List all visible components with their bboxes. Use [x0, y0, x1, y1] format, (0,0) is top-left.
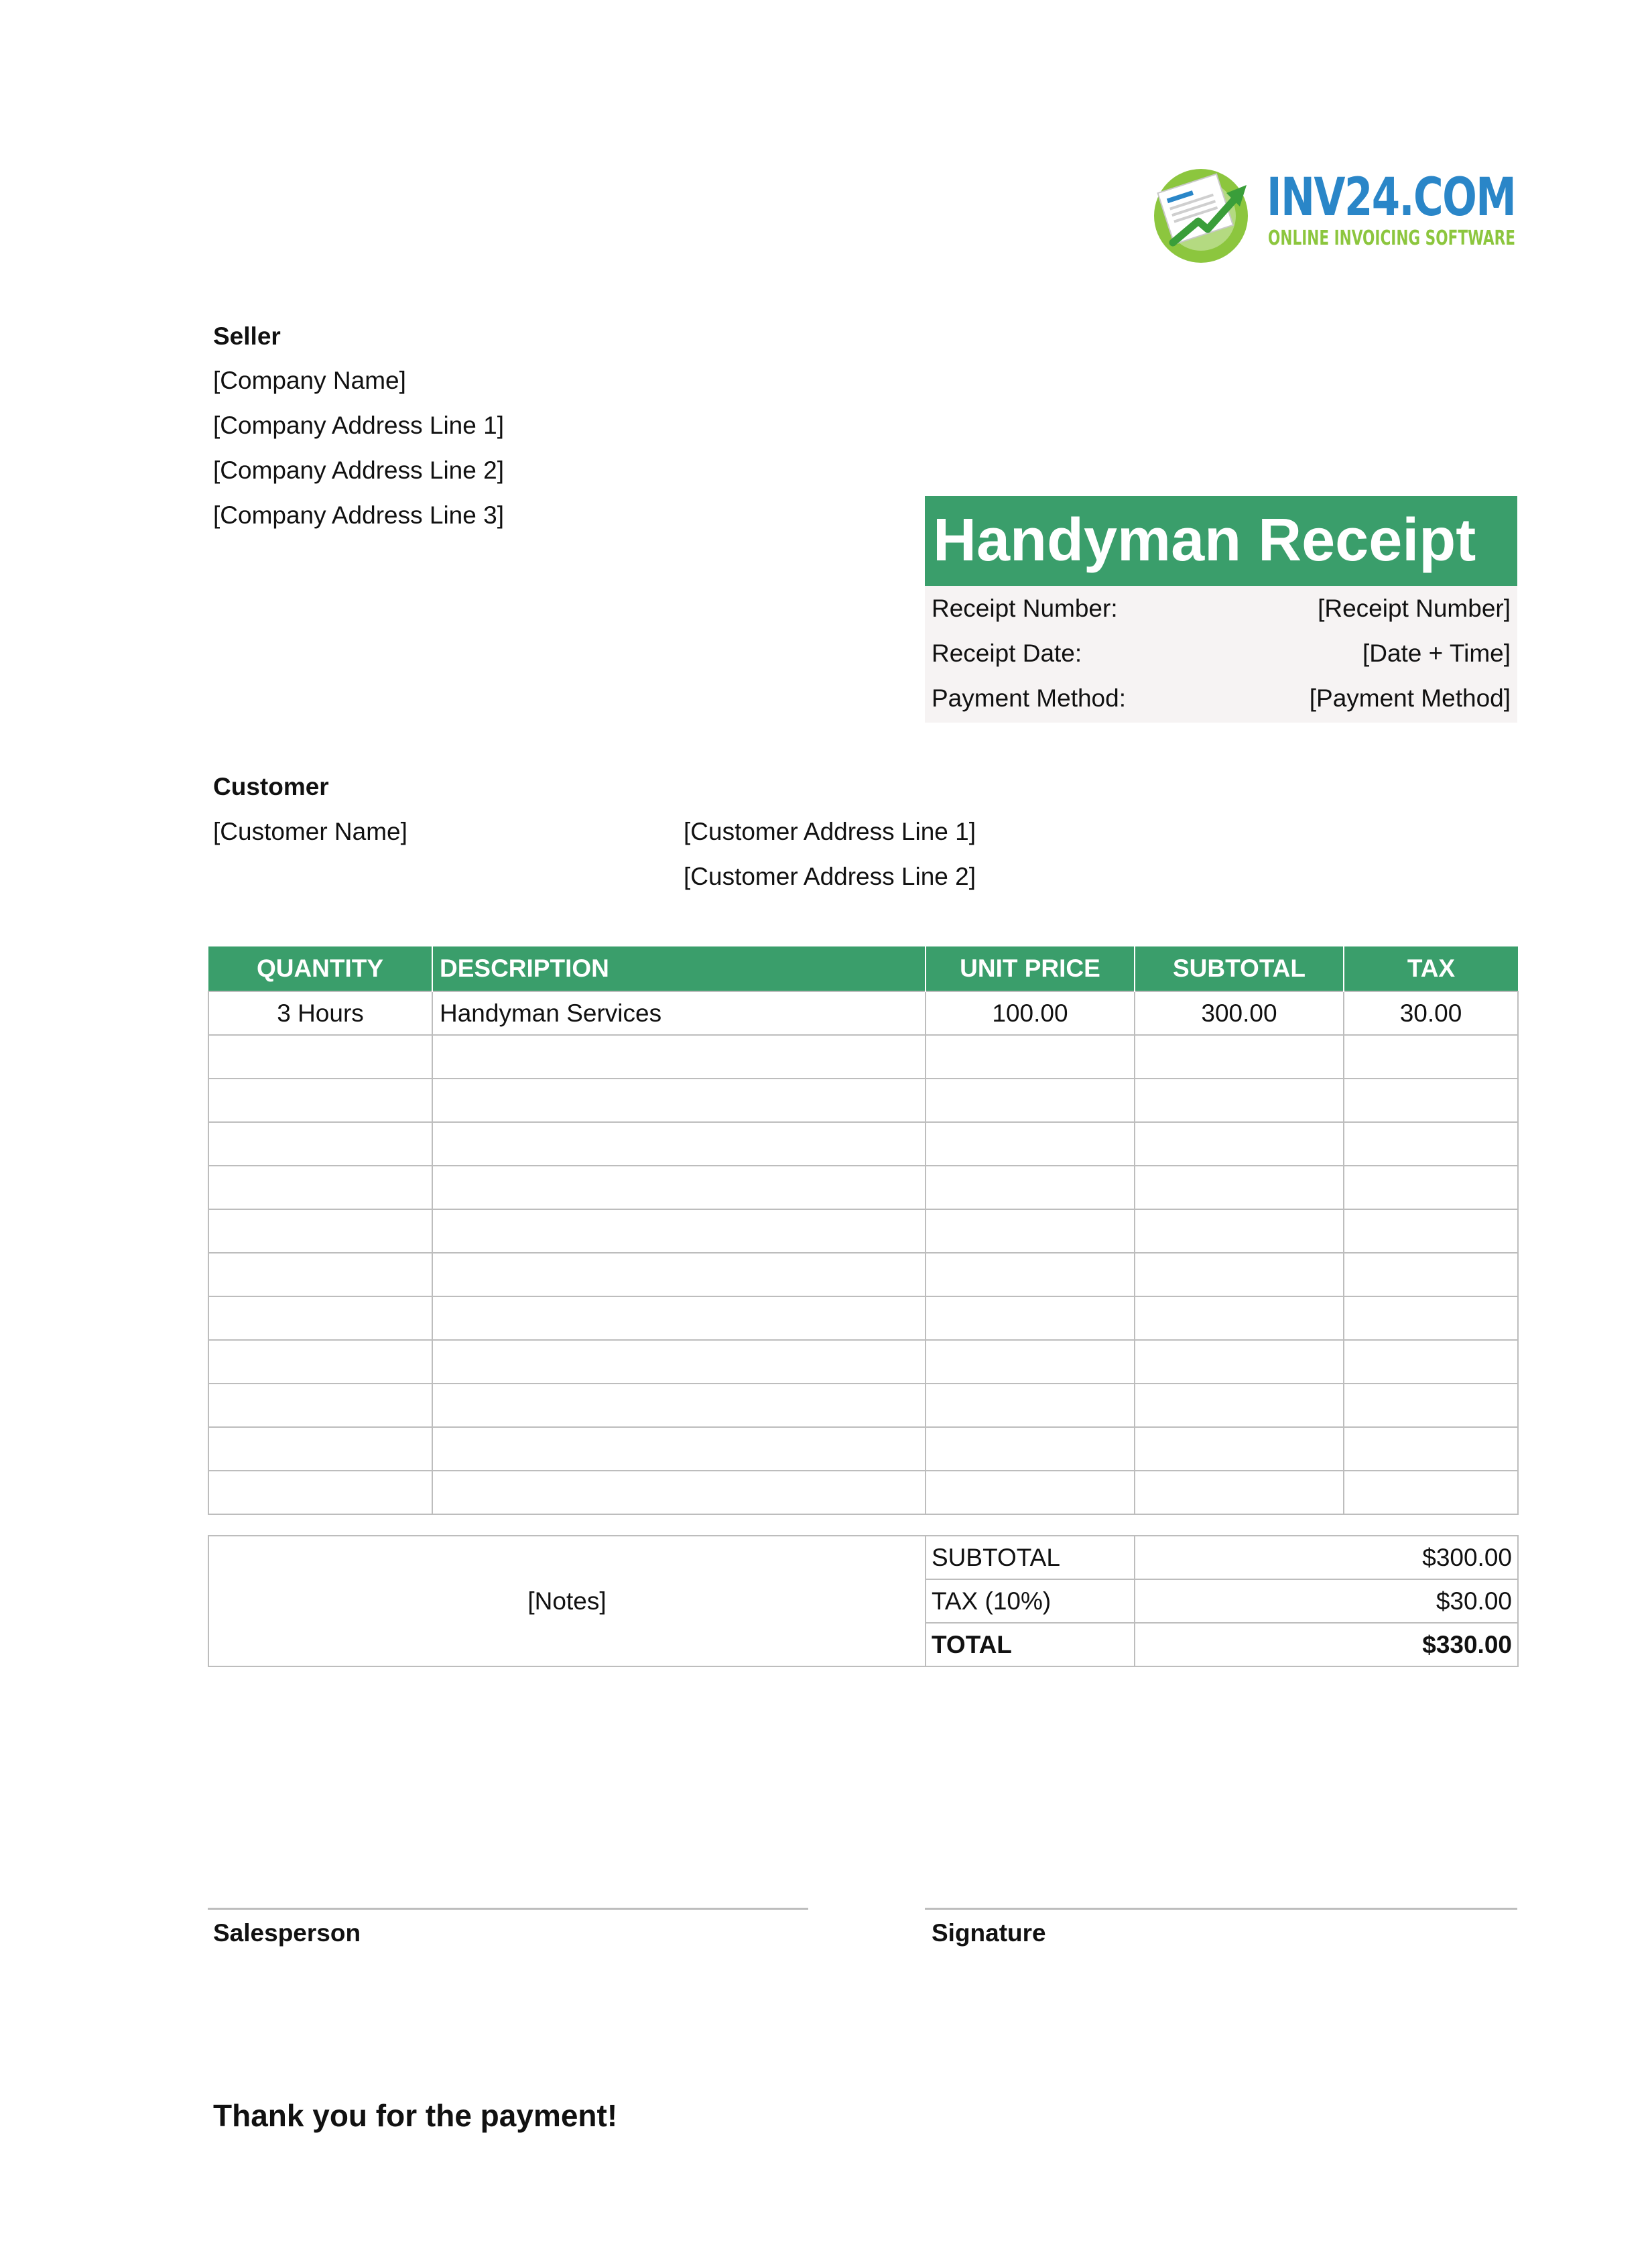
total-label: TOTAL — [926, 1623, 1135, 1666]
cell-subtotal — [1135, 1296, 1344, 1340]
receipt-title: Handyman Receipt — [933, 507, 1476, 574]
cell-unit-price — [926, 1427, 1135, 1471]
seller-company-name: [Company Name] — [213, 367, 406, 394]
salesperson-signature-line — [208, 1908, 808, 1910]
signature-label: Signature — [932, 1919, 1046, 1947]
cell-subtotal — [1135, 1340, 1344, 1384]
cell-subtotal — [1135, 1253, 1344, 1296]
cell-subtotal — [1135, 1122, 1344, 1166]
cell-subtotal — [1135, 1166, 1344, 1209]
cell-subtotal: 300.00 — [1135, 991, 1344, 1035]
table-row — [208, 1122, 1518, 1166]
table-row — [208, 1253, 1518, 1296]
table-row — [208, 991, 1518, 1035]
cell-description — [432, 1340, 926, 1384]
customer-heading: Customer — [213, 773, 329, 800]
customer-name: [Customer Name] — [213, 818, 407, 845]
cell-description — [432, 1079, 926, 1122]
total-value: $330.00 — [1135, 1623, 1518, 1666]
customer-address-line-2: [Customer Address Line 2] — [684, 863, 976, 890]
payment-method-label: Payment Method: — [932, 684, 1126, 712]
cell-subtotal — [1135, 1471, 1344, 1514]
table-row — [208, 1079, 1518, 1122]
seller-address-line-2: [Company Address Line 2] — [213, 456, 504, 484]
cell-subtotal — [1135, 1384, 1344, 1427]
seller-address-line-3: [Company Address Line 3] — [213, 501, 504, 529]
inv24-logo — [1146, 156, 1516, 269]
cell-tax — [1344, 1079, 1518, 1122]
cell-tax — [1344, 1340, 1518, 1384]
table-row — [208, 1340, 1518, 1384]
table-row — [208, 1209, 1518, 1253]
cell-unit-price — [926, 1340, 1135, 1384]
thank-you-message: Thank you for the payment! — [213, 2098, 618, 2133]
cell-quantity: 3 Hours — [208, 991, 432, 1035]
cell-quantity — [208, 1427, 432, 1471]
col-header-unit-price: UNIT PRICE — [926, 946, 1135, 991]
seller-heading: Seller — [213, 322, 281, 350]
receipt-number-label: Receipt Number: — [932, 595, 1118, 622]
cell-description — [432, 1122, 926, 1166]
cell-tax — [1344, 1035, 1518, 1079]
cell-tax: 30.00 — [1344, 991, 1518, 1035]
receipt-number-row — [925, 586, 1517, 630]
cell-unit-price — [926, 1035, 1135, 1079]
notes-cell: [Notes] — [208, 1536, 926, 1666]
cell-description — [432, 1166, 926, 1209]
cell-unit-price: 100.00 — [926, 991, 1135, 1035]
receipt-date-label: Receipt Date: — [932, 639, 1082, 667]
cell-unit-price — [926, 1166, 1135, 1209]
cell-tax — [1344, 1166, 1518, 1209]
subtotal-label: SUBTOTAL — [926, 1536, 1135, 1579]
cell-unit-price — [926, 1296, 1135, 1340]
cell-subtotal — [1135, 1035, 1344, 1079]
receipt-date-value: [Date + Time] — [1362, 639, 1511, 667]
cell-quantity — [208, 1296, 432, 1340]
receipt-meta — [925, 586, 1517, 723]
cell-quantity — [208, 1035, 432, 1079]
cell-quantity — [208, 1166, 432, 1209]
cell-tax — [1344, 1427, 1518, 1471]
cell-tax — [1344, 1384, 1518, 1427]
items-table — [208, 946, 1519, 1515]
logo-emblem-icon — [1146, 156, 1260, 269]
cell-description — [432, 1384, 926, 1427]
cell-tax — [1344, 1253, 1518, 1296]
table-row — [208, 1384, 1518, 1427]
payment-method-value: [Payment Method] — [1309, 684, 1511, 712]
tax-label: TAX (10%) — [926, 1579, 1135, 1623]
cell-unit-price — [926, 1122, 1135, 1166]
table-row — [208, 1166, 1518, 1209]
cell-description — [432, 1209, 926, 1253]
logo-tagline: ONLINE INVOICING SOFTWARE — [1268, 227, 1516, 250]
col-header-tax: TAX — [1344, 946, 1518, 991]
cell-description — [432, 1427, 926, 1471]
items-header-row — [208, 946, 1518, 991]
cell-subtotal — [1135, 1427, 1344, 1471]
cell-unit-price — [926, 1209, 1135, 1253]
table-row — [208, 1471, 1518, 1514]
signature-line — [925, 1908, 1517, 1910]
cell-quantity — [208, 1384, 432, 1427]
cell-description: Handyman Services — [432, 991, 926, 1035]
cell-quantity — [208, 1079, 432, 1122]
table-row — [208, 1427, 1518, 1471]
subtotal-row — [208, 1536, 1518, 1579]
logo-brand: INV24.COM — [1267, 168, 1516, 228]
cell-description — [432, 1035, 926, 1079]
cell-unit-price — [926, 1471, 1135, 1514]
cell-description — [432, 1296, 926, 1340]
seller-address-line-1: [Company Address Line 1] — [213, 412, 504, 439]
cell-description — [432, 1253, 926, 1296]
cell-unit-price — [926, 1384, 1135, 1427]
col-header-quantity: QUANTITY — [208, 946, 432, 991]
cell-description — [432, 1471, 926, 1514]
customer-address-line-1: [Customer Address Line 1] — [684, 818, 976, 845]
cell-tax — [1344, 1296, 1518, 1340]
table-row — [208, 1296, 1518, 1340]
cell-tax — [1344, 1209, 1518, 1253]
cell-quantity — [208, 1122, 432, 1166]
cell-unit-price — [926, 1079, 1135, 1122]
cell-quantity — [208, 1253, 432, 1296]
cell-tax — [1344, 1122, 1518, 1166]
totals-table — [208, 1535, 1519, 1667]
salesperson-label: Salesperson — [213, 1919, 361, 1947]
cell-quantity — [208, 1471, 432, 1514]
cell-unit-price — [926, 1253, 1135, 1296]
tax-value: $30.00 — [1135, 1579, 1518, 1623]
cell-tax — [1344, 1471, 1518, 1514]
col-header-subtotal: SUBTOTAL — [1135, 946, 1344, 991]
payment-method-row — [925, 676, 1517, 720]
table-row — [208, 1035, 1518, 1079]
col-header-description: DESCRIPTION — [432, 946, 926, 991]
cell-quantity — [208, 1340, 432, 1384]
receipt-number-value: [Receipt Number] — [1318, 595, 1511, 622]
subtotal-value: $300.00 — [1135, 1536, 1518, 1579]
cell-subtotal — [1135, 1209, 1344, 1253]
receipt-date-row — [925, 631, 1517, 675]
cell-subtotal — [1135, 1079, 1344, 1122]
cell-quantity — [208, 1209, 432, 1253]
